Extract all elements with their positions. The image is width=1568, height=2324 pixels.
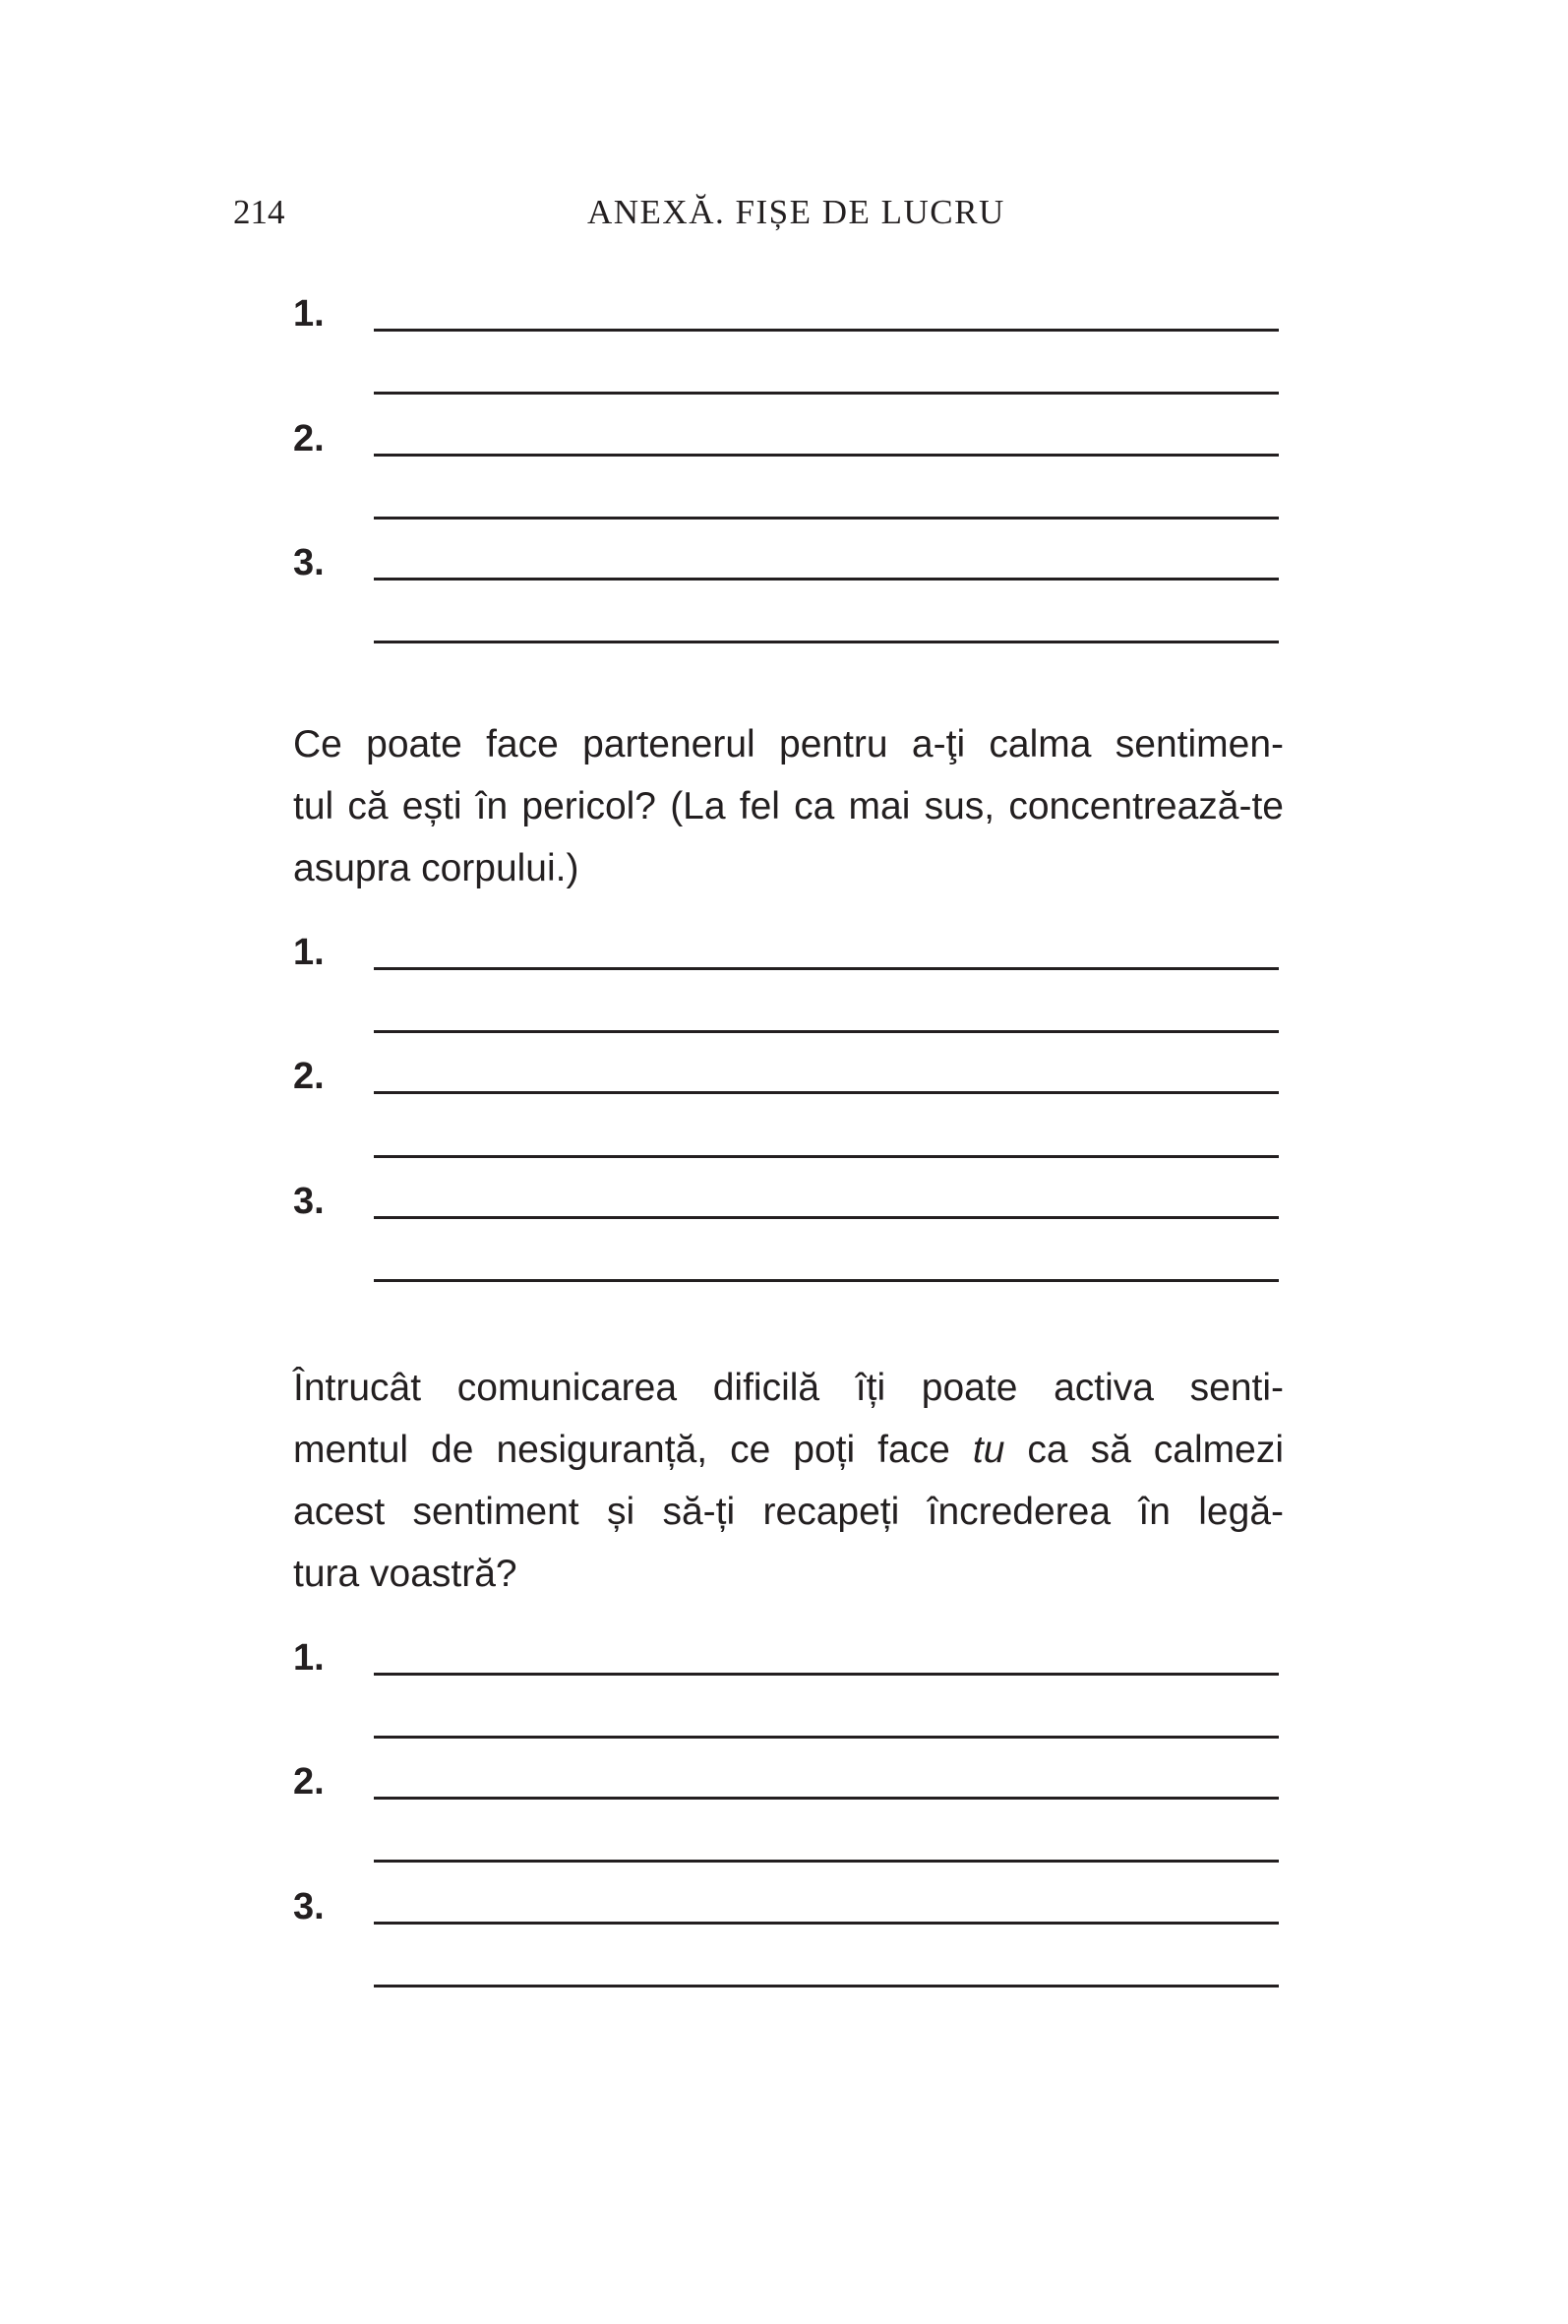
answer-line[interactable] (374, 1797, 1279, 1800)
answer-line[interactable] (374, 1155, 1279, 1158)
answer-line[interactable] (374, 1030, 1279, 1033)
emphasis-text: tu (972, 1429, 1005, 1471)
answer-line[interactable] (374, 517, 1279, 520)
answer-line[interactable] (374, 392, 1279, 395)
item-number: 3. (293, 1181, 325, 1222)
answer-line[interactable] (374, 1091, 1279, 1094)
question-line: tul că ești în pericol? (La fel ca mai sus, concentrează-te (293, 785, 1284, 827)
question-text: mentul de nesiguranță, ce poți face (293, 1429, 973, 1471)
question-paragraph (293, 713, 1284, 899)
question-line: Ce poate face partenerul pentru a-ţi calma sentimen- (293, 723, 1284, 765)
question-text: ca să calmezi (1004, 1429, 1284, 1471)
question-line: acest sentiment și să-ți recapeți încrederea în legă- (293, 1491, 1284, 1533)
answer-line[interactable] (374, 641, 1279, 643)
answer-line[interactable] (374, 967, 1279, 970)
item-number: 2. (293, 418, 325, 459)
question-line: Întrucât comunicarea dificilă îți poate activa senti- (293, 1367, 1284, 1409)
item-number: 2. (293, 1056, 325, 1097)
item-number: 3. (293, 1886, 325, 1927)
answer-line[interactable] (374, 1922, 1279, 1925)
running-title: ANEXĂ. FIȘE DE LUCRU (587, 193, 1005, 231)
answer-line[interactable] (374, 1216, 1279, 1219)
item-number: 1. (293, 293, 325, 335)
answer-line[interactable] (374, 1985, 1279, 1988)
item-number: 1. (293, 932, 325, 973)
answer-line[interactable] (374, 1860, 1279, 1863)
answer-line[interactable] (374, 329, 1279, 332)
question-paragraph (293, 1357, 1284, 1605)
answer-line[interactable] (374, 1673, 1279, 1676)
item-number: 3. (293, 542, 325, 583)
question-line (293, 1419, 1284, 1481)
page-number: 214 (233, 193, 285, 231)
answer-line[interactable] (374, 1736, 1279, 1739)
answer-line[interactable] (374, 1279, 1279, 1282)
question-line: tura voastră? (293, 1553, 517, 1595)
question-line: asupra corpului.) (293, 847, 579, 889)
answer-line[interactable] (374, 454, 1279, 457)
item-number: 2. (293, 1761, 325, 1803)
answer-line[interactable] (374, 578, 1279, 581)
item-number: 1. (293, 1637, 325, 1679)
